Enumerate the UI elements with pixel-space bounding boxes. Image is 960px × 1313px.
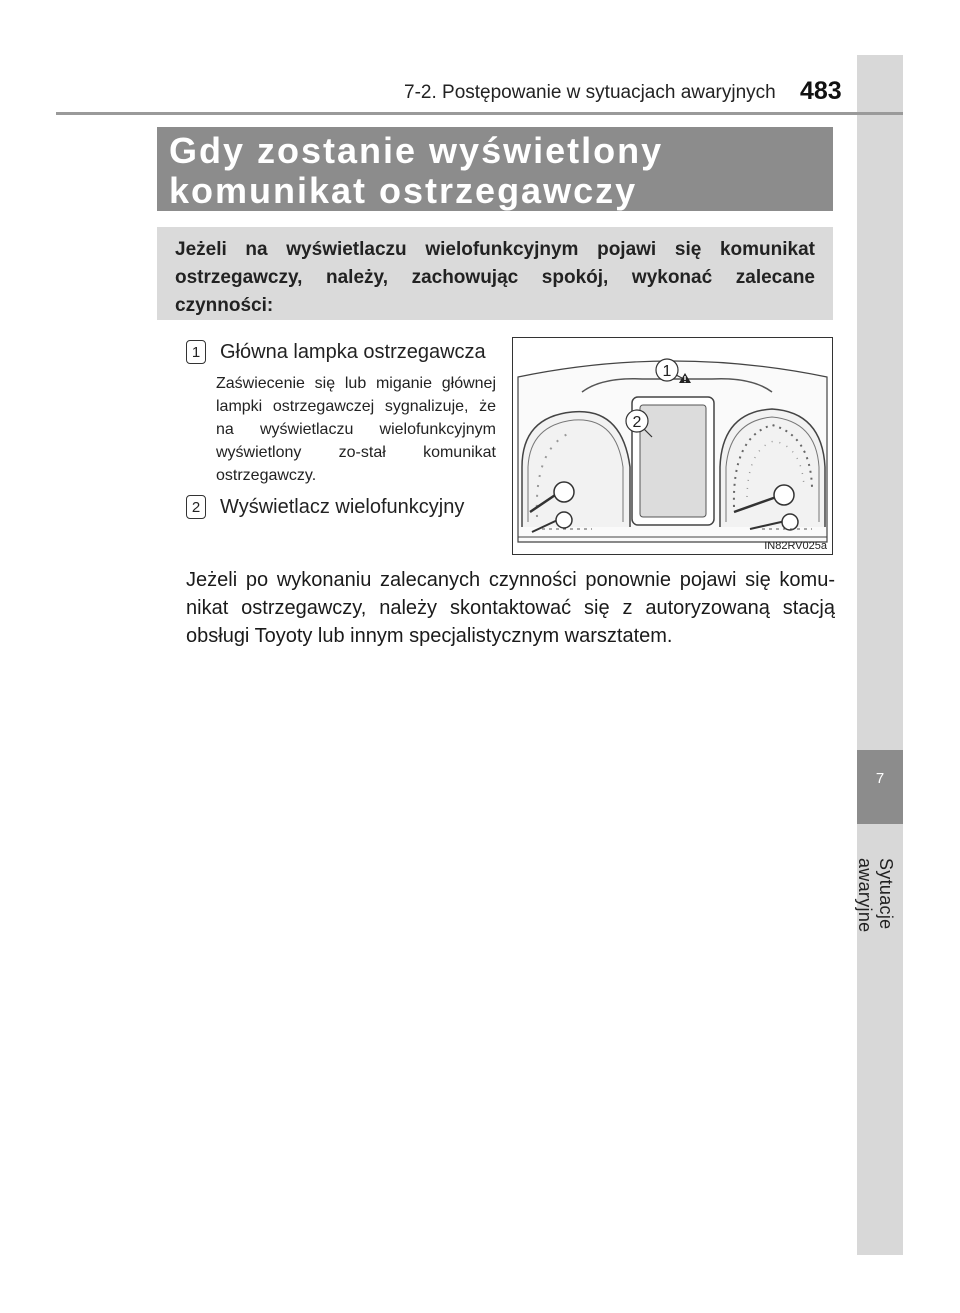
chapter-tab xyxy=(857,750,903,824)
chapter-label: Sytuacje awaryjne xyxy=(855,858,896,933)
running-header: 7-2. Postępowanie w sytuacjach awaryjnych xyxy=(404,82,776,103)
instrument-cluster-figure xyxy=(512,337,833,555)
item-title: Główna lampka ostrzegawcza xyxy=(220,340,486,363)
item-heading xyxy=(186,495,496,519)
item-number-badge: 2 xyxy=(186,495,206,519)
intro-box: Jeżeli na wyświetlaczu wielofunkcyjnym pojawi się komunikat ostrzegawczy, należy, zachowując spokój, wykonać zalecane czynności: xyxy=(157,227,833,320)
item-title: Wyświetlacz wielofunkcyjny xyxy=(220,495,465,518)
figure-code: IN82RV025a xyxy=(764,540,827,552)
left-gauge xyxy=(522,412,630,532)
left-hub xyxy=(554,482,574,502)
instrument-cluster-illustration xyxy=(512,337,833,555)
item-description: Zaświecenie się lub miganie głównej lampki ostrzegawczej sygnalizuje, że na wyświetlaczu wielofunkcyjnym wyświetlony zo-stał komunikat ostrzegawczy. xyxy=(216,375,496,484)
svg-text:1: 1 xyxy=(662,363,672,380)
header-rule xyxy=(56,112,903,115)
item-number-badge: 1 xyxy=(186,340,206,364)
list-item xyxy=(186,340,496,487)
list-item xyxy=(186,495,496,519)
chapter-number: 7 xyxy=(875,770,885,787)
svg-text:2: 2 xyxy=(632,414,642,431)
item-heading xyxy=(186,340,496,364)
right-gauge xyxy=(720,409,825,530)
side-tab xyxy=(857,55,903,1255)
body-paragraph: Jeżeli po wykonaniu zalecanych czynności ponownie pojawi się komu-nikat ostrzegawczy, należy skontaktować się z autoryzowaną stacją obsługi Toyoty lub innym specjalistycznym warsztatem. xyxy=(186,569,835,647)
section-title: Gdy zostanie wyświetlony komunikat ostrzegawczy xyxy=(157,127,833,211)
right-hub xyxy=(774,485,794,505)
page-number: 483 xyxy=(800,77,842,105)
